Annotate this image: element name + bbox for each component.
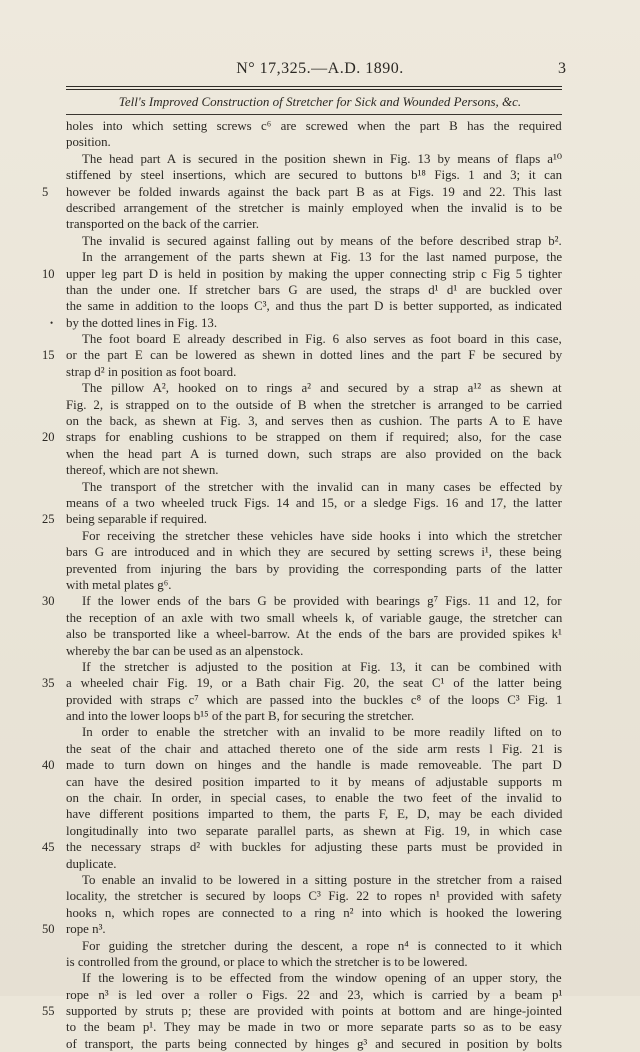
line-text: If the lowering is to be effected from the window opening of an upper story, the [82,971,562,986]
text-line [66,888,562,904]
line-text: position. [66,135,111,150]
line-text: the same in addition to the loops C³, and thus the part D is better supported, as indicated [66,299,562,314]
line-text: The invalid is secured against falling out by means of the before described strap b². [82,233,562,248]
text-line [66,872,562,888]
line-number: 35 [42,676,55,691]
line-text: the reception of an axle with two small wheels k, of variable gauge, the stretcher can [66,610,563,625]
text-line [66,970,562,986]
line-text: transported on the back of the carrier. [66,217,259,232]
line-text: provided with straps c⁷ which are passed into the buckles c⁸ of the loops C³ Fig. 1 [66,692,563,707]
line-number: 45 [42,840,55,855]
line-text: straps for enabling cushions to be strapped on them if required; also, for the case [66,430,562,445]
text-line [66,905,562,921]
line-text: also be transported like a wheel-barrow. At the ends of the bars are provided spikes k¹ [66,627,562,642]
line-text: a wheeled chair Fig. 19, or a Bath chair Fig. 20, the seat C¹ of the latter being [66,676,562,691]
text-line [66,233,562,249]
text-line [66,364,562,380]
text-line [66,331,562,347]
text-line [66,790,562,806]
body-text [42,118,563,1052]
text-line [66,954,562,970]
text-line [66,708,562,724]
text-line [66,413,562,429]
line-text: described arrangement of the stretcher is mainly employed when the invalid is to be [66,200,563,215]
line-text: rope n³ is led over a roller o Figs. 22 and 23, which is carried by a beam p¹ [66,987,563,1002]
text-line [42,675,562,691]
title-rule [66,114,562,115]
line-text: however be folded inwards against the back part B as at Figs. 19 and 22. This last [66,184,562,199]
text-line [66,577,562,593]
text-line [66,643,562,659]
line-text: means of a two wheeled truck Figs. 14 and 15, or a sledge Figs. 16 and 17, the latter [66,495,562,510]
line-text: upper leg part D is held in position by making the upper connecting strip c Fig 5 tighter [66,266,562,281]
line-text: by the dotted lines in Fig. 13. [66,315,218,330]
line-text: holes into which setting screws c⁶ are screwed when the part B has the required [66,119,562,133]
line-text: thereof, which are not shewn. [66,463,219,478]
text-line [66,249,562,265]
text-line [42,921,562,937]
text-line [66,938,562,954]
text-line [66,1036,562,1052]
patent-number: N° 17,325.—A.D. 1890. [236,60,404,77]
text-line [66,216,562,232]
line-text: hooks n, which ropes are connected to a ring n² into which is hooked the lowering [66,905,562,920]
text-line [66,118,562,134]
text-line [66,724,562,740]
text-line [66,987,562,1003]
text-line [66,774,562,790]
text-line [42,1003,562,1019]
text-line [66,495,562,511]
line-text: prevented from injuring the bars by providing the corresponding parts of the latter [66,561,563,576]
header-rule [66,86,562,87]
line-text: In order to enable the stretcher with an invalid to be more readily lifted on to [82,725,562,740]
line-number: 50 [42,922,55,937]
running-title: Tell's Improved Construction of Stretcher for Sick and Wounded Persons, &c. [118,94,522,109]
line-text: The head part A is secured in the position shewn in Fig. 13 by means of flaps a¹⁰ [82,151,563,166]
page-number: 3 [558,60,566,77]
text-line [66,134,562,150]
line-text: the necessary straps d² with buckles for adjusting these parts must be provided in [66,840,563,855]
line-text: The pillow A², hooked on to rings a² and secured by a strap a¹² as shewn at [82,381,562,396]
line-text: of transport, the parts being connected by hinges g³ and secured in position by bolts [66,1036,562,1051]
text-line [66,282,562,298]
line-text: Fig. 2, is strapped on to the outside of B when the stretcher is arranged to be carried [66,397,563,412]
line-text: If the stretcher is adjusted to the position at Fig. 13, it can be combined with [82,659,562,674]
text-line [66,462,562,478]
line-text: For guiding the stretcher during the descent, a rope n⁴ is connected to it which [82,938,562,953]
text-line [42,429,562,445]
line-text: In the arrangement of the parts shewn at Fig. 13 for the last named purpose, the [82,250,563,265]
text-line [66,741,562,757]
line-text: is controlled from the ground, or place to which the stretcher is to be lowered. [66,954,468,969]
page-header [0,60,640,84]
text-line [66,692,562,708]
text-line [66,167,562,183]
text-line [66,397,562,413]
line-text: The transport of the stretcher with the invalid can in many cases be effected by [82,479,563,494]
text-line [42,184,562,200]
header-rule-inner [66,89,562,90]
line-number: 55 [42,1004,55,1019]
line-text: being separable if required. [66,512,208,527]
line-text: or the part E can be lowered as shewn in dotted lines and the part F be secured by [66,348,563,363]
text-line [66,659,562,675]
text-line [66,1019,562,1035]
line-text: have different positions imparted to them, the parts F, E, D, may be each divided [66,807,563,822]
text-line [42,839,563,855]
line-text: To enable an invalid to be lowered in a sitting posture in the stretcher from a raised [82,872,562,887]
text-line [42,593,562,609]
line-text: whereby the bar can be used as an alpenstock. [66,643,304,658]
line-text: longitudinally into two separate parallel parts, as shewn at Fig. 19, in which case [66,823,562,838]
text-line [66,528,562,544]
text-line [50,315,562,331]
text-line [66,479,562,495]
text-line [66,806,562,822]
line-text: with metal plates g⁶. [66,577,172,592]
line-text: supported by struts p; these are provided with points at bottom and are hinge-jointed [66,1004,562,1019]
line-text: The foot board E already described in Fig. 6 also serves as foot board in this case, [82,332,562,347]
text-line [66,561,562,577]
line-text: bars G are introduced and in which they are secured by setting screws i¹, these being [66,545,562,560]
line-text: on the back, as shewn at Fig. 3, and serves then as cushion. The parts A to E have [66,414,563,429]
line-number: 30 [42,594,55,609]
line-number: 20 [42,430,55,445]
line-text: than the under one. If stretcher bars G are used, the straps d¹ d¹ are buckled over [66,282,562,297]
line-text: If the lower ends of the bars G be provided with bearings g⁷ Figs. 11 and 12, for [82,594,562,609]
line-text: strap d² in position as foot board. [66,364,237,379]
line-text: stiffened by steel insertions, which are secured to buttons b¹⁸ Figs. 1 and 3; it can [66,168,563,183]
line-text: made to turn down on hinges and the handle is made removeable. The part D [66,758,562,773]
text-line [66,610,562,626]
text-line [42,347,563,363]
text-line [66,823,562,839]
line-number: 15 [42,348,55,363]
line-text: to the beam p¹. They may be made in two or more separate parts so as to be easy [66,1020,562,1035]
text-line [66,200,562,216]
line-text: For receiving the stretcher these vehicles have side hooks i into which the stretcher [82,528,562,543]
text-line [66,151,562,167]
line-text: when the head part A is turned down, such straps are also provided on the back [66,446,562,461]
line-text: on the chair. In order, in special cases, to enable the two feet of the invalid to [66,791,562,806]
text-line [66,544,562,560]
text-line [42,511,562,527]
line-text: rope n³. [66,922,106,937]
text-line [66,626,562,642]
line-number: • [50,317,54,328]
line-text: duplicate. [66,856,117,871]
text-line [66,380,562,396]
line-text: can have the desired position imparted to it by means of adjustable supports m [66,774,563,789]
text-line [66,856,562,872]
text-line [66,446,562,462]
line-number: 5 [42,184,49,199]
line-number: 40 [42,758,55,773]
text-line [66,298,562,314]
line-text: and into the lower loops b¹⁵ of the part B, for securing the stretcher. [66,709,415,724]
line-number: 25 [42,512,55,527]
line-text: locality, the stretcher is secured by loops C³ Fig. 22 to ropes n¹ provided with safety [66,889,562,904]
line-text: the seat of the chair and attached thereto one of the side arm rests l Fig. 21 is [66,741,563,756]
text-line [42,757,562,773]
line-number: 10 [42,266,55,281]
text-line [42,266,562,282]
